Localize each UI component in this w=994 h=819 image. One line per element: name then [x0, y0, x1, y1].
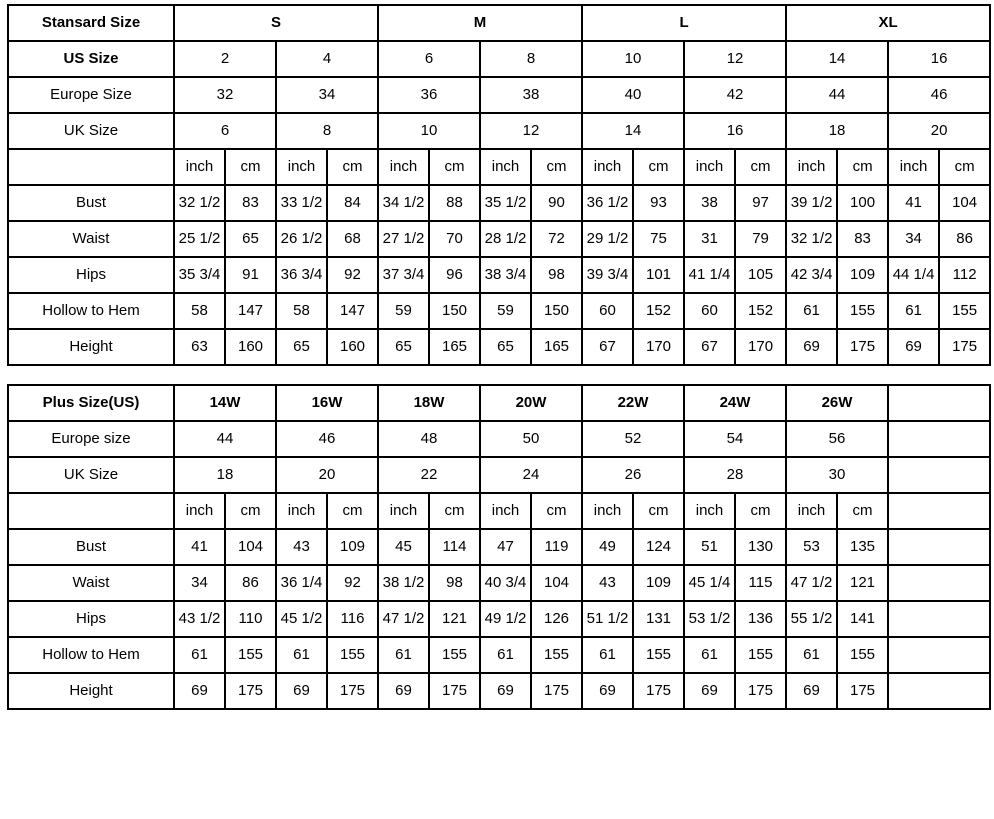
plus-row-label-waist: Waist: [8, 565, 174, 601]
cell-hollow-3: 147: [327, 293, 378, 329]
size-group-l: L: [582, 5, 786, 41]
plus-cell-hollow-2: 61: [276, 637, 327, 673]
plus-cell-europe-1: 46: [276, 421, 378, 457]
plus-cell-uk-1: 20: [276, 457, 378, 493]
plus-cell-europe-4: 52: [582, 421, 684, 457]
plus-cell-hollow-7: 155: [531, 637, 582, 673]
plus-cell-europe-3: 50: [480, 421, 582, 457]
cell-us-size-5: 12: [684, 41, 786, 77]
cell-hips-2: 36 3/4: [276, 257, 327, 293]
cell-bust-2: 33 1/2: [276, 185, 327, 221]
cell-bust-5: 88: [429, 185, 480, 221]
cell-height-1: 160: [225, 329, 276, 365]
plus-table-blank-cell: [888, 673, 990, 709]
cell-height-15: 175: [939, 329, 990, 365]
plus-cell-hips-10: 53 1/2: [684, 601, 735, 637]
plus-unit-cell-2: inch: [276, 493, 327, 529]
table-row: [8, 637, 990, 673]
table-row: [8, 113, 990, 149]
cell-us-size-2: 6: [378, 41, 480, 77]
row-label-us-size: US Size: [8, 41, 174, 77]
plus-table-blank-cell: [888, 601, 990, 637]
plus-size-group-14w: 14W: [174, 385, 276, 421]
plus-cell-uk-2: 22: [378, 457, 480, 493]
size-group-xl: XL: [786, 5, 990, 41]
table-row-units: [8, 149, 990, 185]
plus-unit-cell-0: inch: [174, 493, 225, 529]
plus-cell-hollow-13: 155: [837, 637, 888, 673]
cell-uk-size-4: 14: [582, 113, 684, 149]
plus-cell-height-5: 175: [429, 673, 480, 709]
cell-height-0: 63: [174, 329, 225, 365]
cell-waist-8: 29 1/2: [582, 221, 633, 257]
cell-hips-4: 37 3/4: [378, 257, 429, 293]
cell-bust-15: 104: [939, 185, 990, 221]
plus-cell-uk-5: 28: [684, 457, 786, 493]
cell-hips-7: 98: [531, 257, 582, 293]
unit-cell-12: inch: [786, 149, 837, 185]
cell-europe-size-7: 46: [888, 77, 990, 113]
plus-cell-hips-7: 126: [531, 601, 582, 637]
unit-cell-9: cm: [633, 149, 684, 185]
cell-uk-size-6: 18: [786, 113, 888, 149]
table-row: [8, 385, 990, 421]
plus-cell-uk-0: 18: [174, 457, 276, 493]
plus-cell-hips-4: 47 1/2: [378, 601, 429, 637]
cell-hips-1: 91: [225, 257, 276, 293]
row-label-height: Height: [8, 329, 174, 365]
plus-table-blank-cell: [888, 529, 990, 565]
plus-row-label-height: Height: [8, 673, 174, 709]
plus-size-group-20w: 20W: [480, 385, 582, 421]
plus-cell-europe-6: 56: [786, 421, 888, 457]
plus-unit-cell-11: cm: [735, 493, 786, 529]
cell-europe-size-4: 40: [582, 77, 684, 113]
table-row: [8, 257, 990, 293]
cell-height-2: 65: [276, 329, 327, 365]
plus-size-group-22w: 22W: [582, 385, 684, 421]
plus-size-group-24w: 24W: [684, 385, 786, 421]
plus-cell-height-4: 69: [378, 673, 429, 709]
cell-us-size-6: 14: [786, 41, 888, 77]
plus-row-label-europe-size: Europe size: [8, 421, 174, 457]
cell-hips-6: 38 3/4: [480, 257, 531, 293]
table-row: [8, 221, 990, 257]
table-row: [8, 329, 990, 365]
cell-bust-11: 97: [735, 185, 786, 221]
cell-waist-5: 70: [429, 221, 480, 257]
cell-bust-7: 90: [531, 185, 582, 221]
plus-cell-waist-5: 98: [429, 565, 480, 601]
cell-us-size-4: 10: [582, 41, 684, 77]
unit-row-corner: [8, 149, 174, 185]
cell-height-6: 65: [480, 329, 531, 365]
plus-cell-bust-8: 49: [582, 529, 633, 565]
cell-hips-9: 101: [633, 257, 684, 293]
plus-cell-hollow-6: 61: [480, 637, 531, 673]
plus-size-table: [7, 384, 991, 710]
plus-cell-height-12: 69: [786, 673, 837, 709]
plus-cell-hips-8: 51 1/2: [582, 601, 633, 637]
cell-hips-5: 96: [429, 257, 480, 293]
cell-hollow-8: 60: [582, 293, 633, 329]
cell-hips-15: 112: [939, 257, 990, 293]
plus-cell-bust-3: 109: [327, 529, 378, 565]
cell-europe-size-3: 38: [480, 77, 582, 113]
cell-bust-4: 34 1/2: [378, 185, 429, 221]
plus-cell-hollow-5: 155: [429, 637, 480, 673]
table-row: [8, 293, 990, 329]
cell-hips-14: 44 1/4: [888, 257, 939, 293]
cell-hips-0: 35 3/4: [174, 257, 225, 293]
cell-height-10: 67: [684, 329, 735, 365]
cell-height-4: 65: [378, 329, 429, 365]
cell-hollow-5: 150: [429, 293, 480, 329]
cell-hollow-4: 59: [378, 293, 429, 329]
plus-cell-bust-11: 130: [735, 529, 786, 565]
cell-europe-size-6: 44: [786, 77, 888, 113]
plus-unit-cell-7: cm: [531, 493, 582, 529]
plus-cell-height-8: 69: [582, 673, 633, 709]
plus-cell-waist-9: 109: [633, 565, 684, 601]
cell-height-5: 165: [429, 329, 480, 365]
plus-table-blank-cell: [888, 565, 990, 601]
plus-cell-waist-2: 36 1/4: [276, 565, 327, 601]
plus-cell-height-2: 69: [276, 673, 327, 709]
cell-us-size-3: 8: [480, 41, 582, 77]
cell-height-11: 170: [735, 329, 786, 365]
unit-cell-10: inch: [684, 149, 735, 185]
plus-cell-europe-2: 48: [378, 421, 480, 457]
plus-cell-uk-4: 26: [582, 457, 684, 493]
table-row: [8, 457, 990, 493]
plus-cell-bust-6: 47: [480, 529, 531, 565]
cell-europe-size-1: 34: [276, 77, 378, 113]
plus-cell-europe-0: 44: [174, 421, 276, 457]
plus-table-blank-cell: [888, 457, 990, 493]
plus-cell-height-0: 69: [174, 673, 225, 709]
table-row: [8, 421, 990, 457]
plus-cell-hips-9: 131: [633, 601, 684, 637]
standard-size-table: [7, 4, 991, 366]
plus-table-blank-cell: [888, 385, 990, 421]
cell-hollow-1: 147: [225, 293, 276, 329]
plus-cell-bust-4: 45: [378, 529, 429, 565]
plus-size-group-26w: 26W: [786, 385, 888, 421]
plus-cell-waist-10: 45 1/4: [684, 565, 735, 601]
unit-cell-8: inch: [582, 149, 633, 185]
plus-cell-waist-7: 104: [531, 565, 582, 601]
table-row: [8, 77, 990, 113]
plus-unit-cell-4: inch: [378, 493, 429, 529]
cell-hollow-10: 60: [684, 293, 735, 329]
plus-cell-hips-0: 43 1/2: [174, 601, 225, 637]
plus-unit-cell-12: inch: [786, 493, 837, 529]
row-label-uk-size: UK Size: [8, 113, 174, 149]
plus-cell-waist-0: 34: [174, 565, 225, 601]
cell-us-size-0: 2: [174, 41, 276, 77]
cell-uk-size-2: 10: [378, 113, 480, 149]
cell-hips-3: 92: [327, 257, 378, 293]
cell-hollow-11: 152: [735, 293, 786, 329]
cell-waist-9: 75: [633, 221, 684, 257]
plus-table-blank-cell: [888, 421, 990, 457]
unit-cell-4: inch: [378, 149, 429, 185]
cell-us-size-1: 4: [276, 41, 378, 77]
unit-cell-6: inch: [480, 149, 531, 185]
plus-unit-cell-8: inch: [582, 493, 633, 529]
cell-hollow-13: 155: [837, 293, 888, 329]
cell-bust-9: 93: [633, 185, 684, 221]
plus-cell-height-9: 175: [633, 673, 684, 709]
row-label-europe-size: Europe Size: [8, 77, 174, 113]
table-row: [8, 673, 990, 709]
plus-size-group-18w: 18W: [378, 385, 480, 421]
unit-cell-14: inch: [888, 149, 939, 185]
plus-cell-hollow-4: 61: [378, 637, 429, 673]
cell-hollow-6: 59: [480, 293, 531, 329]
unit-cell-7: cm: [531, 149, 582, 185]
unit-cell-0: inch: [174, 149, 225, 185]
plus-cell-waist-8: 43: [582, 565, 633, 601]
plus-cell-waist-12: 47 1/2: [786, 565, 837, 601]
plus-table-blank-cell: [888, 493, 990, 529]
plus-cell-hips-2: 45 1/2: [276, 601, 327, 637]
plus-cell-hips-11: 136: [735, 601, 786, 637]
cell-waist-11: 79: [735, 221, 786, 257]
unit-cell-11: cm: [735, 149, 786, 185]
cell-height-9: 170: [633, 329, 684, 365]
plus-cell-europe-5: 54: [684, 421, 786, 457]
cell-europe-size-5: 42: [684, 77, 786, 113]
plus-cell-bust-10: 51: [684, 529, 735, 565]
cell-waist-10: 31: [684, 221, 735, 257]
cell-waist-1: 65: [225, 221, 276, 257]
row-label-hollow-to-hem: Hollow to Hem: [8, 293, 174, 329]
plus-cell-waist-13: 121: [837, 565, 888, 601]
plus-cell-bust-2: 43: [276, 529, 327, 565]
cell-hollow-0: 58: [174, 293, 225, 329]
plus-cell-waist-11: 115: [735, 565, 786, 601]
cell-us-size-7: 16: [888, 41, 990, 77]
cell-hips-13: 109: [837, 257, 888, 293]
plus-cell-waist-4: 38 1/2: [378, 565, 429, 601]
cell-waist-12: 32 1/2: [786, 221, 837, 257]
plus-unit-cell-5: cm: [429, 493, 480, 529]
plus-cell-height-13: 175: [837, 673, 888, 709]
cell-waist-4: 27 1/2: [378, 221, 429, 257]
plus-cell-hollow-11: 155: [735, 637, 786, 673]
plus-cell-bust-9: 124: [633, 529, 684, 565]
cell-waist-15: 86: [939, 221, 990, 257]
plus-cell-bust-5: 114: [429, 529, 480, 565]
plus-header-label: Plus Size(US): [8, 385, 174, 421]
cell-waist-0: 25 1/2: [174, 221, 225, 257]
plus-row-label-bust: Bust: [8, 529, 174, 565]
cell-bust-13: 100: [837, 185, 888, 221]
table-row: [8, 601, 990, 637]
row-label-hips: Hips: [8, 257, 174, 293]
cell-hollow-14: 61: [888, 293, 939, 329]
plus-cell-hips-5: 121: [429, 601, 480, 637]
plus-cell-hollow-3: 155: [327, 637, 378, 673]
unit-cell-3: cm: [327, 149, 378, 185]
cell-waist-2: 26 1/2: [276, 221, 327, 257]
plus-cell-height-11: 175: [735, 673, 786, 709]
size-group-s: S: [174, 5, 378, 41]
cell-height-13: 175: [837, 329, 888, 365]
cell-height-14: 69: [888, 329, 939, 365]
plus-row-label-hips: Hips: [8, 601, 174, 637]
cell-hips-12: 42 3/4: [786, 257, 837, 293]
cell-bust-8: 36 1/2: [582, 185, 633, 221]
cell-uk-size-7: 20: [888, 113, 990, 149]
plus-table-blank-cell: [888, 637, 990, 673]
table-row: [8, 41, 990, 77]
plus-cell-hips-12: 55 1/2: [786, 601, 837, 637]
cell-uk-size-0: 6: [174, 113, 276, 149]
plus-cell-hips-3: 116: [327, 601, 378, 637]
plus-unit-cell-1: cm: [225, 493, 276, 529]
plus-size-group-16w: 16W: [276, 385, 378, 421]
cell-waist-3: 68: [327, 221, 378, 257]
cell-uk-size-3: 12: [480, 113, 582, 149]
plus-unit-cell-13: cm: [837, 493, 888, 529]
plus-cell-hips-1: 110: [225, 601, 276, 637]
plus-cell-hips-6: 49 1/2: [480, 601, 531, 637]
cell-height-3: 160: [327, 329, 378, 365]
cell-hips-8: 39 3/4: [582, 257, 633, 293]
cell-height-12: 69: [786, 329, 837, 365]
plus-cell-hollow-10: 61: [684, 637, 735, 673]
row-label-waist: Waist: [8, 221, 174, 257]
plus-cell-hollow-1: 155: [225, 637, 276, 673]
plus-row-label-hollow-to-hem: Hollow to Hem: [8, 637, 174, 673]
size-group-m: M: [378, 5, 582, 41]
cell-height-7: 165: [531, 329, 582, 365]
cell-hips-11: 105: [735, 257, 786, 293]
plus-cell-hollow-9: 155: [633, 637, 684, 673]
cell-europe-size-0: 32: [174, 77, 276, 113]
cell-uk-size-1: 8: [276, 113, 378, 149]
cell-waist-7: 72: [531, 221, 582, 257]
plus-unit-row-corner: [8, 493, 174, 529]
plus-cell-height-1: 175: [225, 673, 276, 709]
row-label-bust: Bust: [8, 185, 174, 221]
table-row-units: [8, 493, 990, 529]
plus-cell-height-6: 69: [480, 673, 531, 709]
plus-cell-height-10: 69: [684, 673, 735, 709]
plus-cell-hollow-0: 61: [174, 637, 225, 673]
plus-cell-bust-12: 53: [786, 529, 837, 565]
cell-bust-0: 32 1/2: [174, 185, 225, 221]
unit-cell-2: inch: [276, 149, 327, 185]
plus-cell-bust-7: 119: [531, 529, 582, 565]
cell-hollow-12: 61: [786, 293, 837, 329]
cell-hollow-9: 152: [633, 293, 684, 329]
plus-row-label-uk-size: UK Size: [8, 457, 174, 493]
cell-hollow-2: 58: [276, 293, 327, 329]
plus-cell-waist-3: 92: [327, 565, 378, 601]
cell-hollow-7: 150: [531, 293, 582, 329]
table-row: [8, 5, 990, 41]
unit-cell-1: cm: [225, 149, 276, 185]
cell-waist-13: 83: [837, 221, 888, 257]
table-row: [8, 529, 990, 565]
plus-unit-cell-9: cm: [633, 493, 684, 529]
plus-unit-cell-10: inch: [684, 493, 735, 529]
unit-cell-15: cm: [939, 149, 990, 185]
plus-cell-height-7: 175: [531, 673, 582, 709]
unit-cell-13: cm: [837, 149, 888, 185]
table-row: [8, 565, 990, 601]
cell-bust-12: 39 1/2: [786, 185, 837, 221]
plus-cell-uk-3: 24: [480, 457, 582, 493]
cell-hollow-15: 155: [939, 293, 990, 329]
plus-cell-bust-0: 41: [174, 529, 225, 565]
plus-cell-hollow-12: 61: [786, 637, 837, 673]
plus-cell-uk-6: 30: [786, 457, 888, 493]
cell-bust-10: 38: [684, 185, 735, 221]
plus-cell-height-3: 175: [327, 673, 378, 709]
cell-europe-size-2: 36: [378, 77, 480, 113]
plus-cell-bust-13: 135: [837, 529, 888, 565]
plus-cell-hips-13: 141: [837, 601, 888, 637]
plus-cell-waist-6: 40 3/4: [480, 565, 531, 601]
cell-waist-6: 28 1/2: [480, 221, 531, 257]
cell-bust-14: 41: [888, 185, 939, 221]
standard-header-label: Stansard Size: [8, 5, 174, 41]
cell-uk-size-5: 16: [684, 113, 786, 149]
plus-unit-cell-3: cm: [327, 493, 378, 529]
cell-waist-14: 34: [888, 221, 939, 257]
cell-height-8: 67: [582, 329, 633, 365]
plus-cell-bust-1: 104: [225, 529, 276, 565]
plus-cell-waist-1: 86: [225, 565, 276, 601]
cell-hips-10: 41 1/4: [684, 257, 735, 293]
table-row: [8, 185, 990, 221]
cell-bust-3: 84: [327, 185, 378, 221]
plus-unit-cell-6: inch: [480, 493, 531, 529]
cell-bust-1: 83: [225, 185, 276, 221]
cell-bust-6: 35 1/2: [480, 185, 531, 221]
unit-cell-5: cm: [429, 149, 480, 185]
plus-cell-hollow-8: 61: [582, 637, 633, 673]
